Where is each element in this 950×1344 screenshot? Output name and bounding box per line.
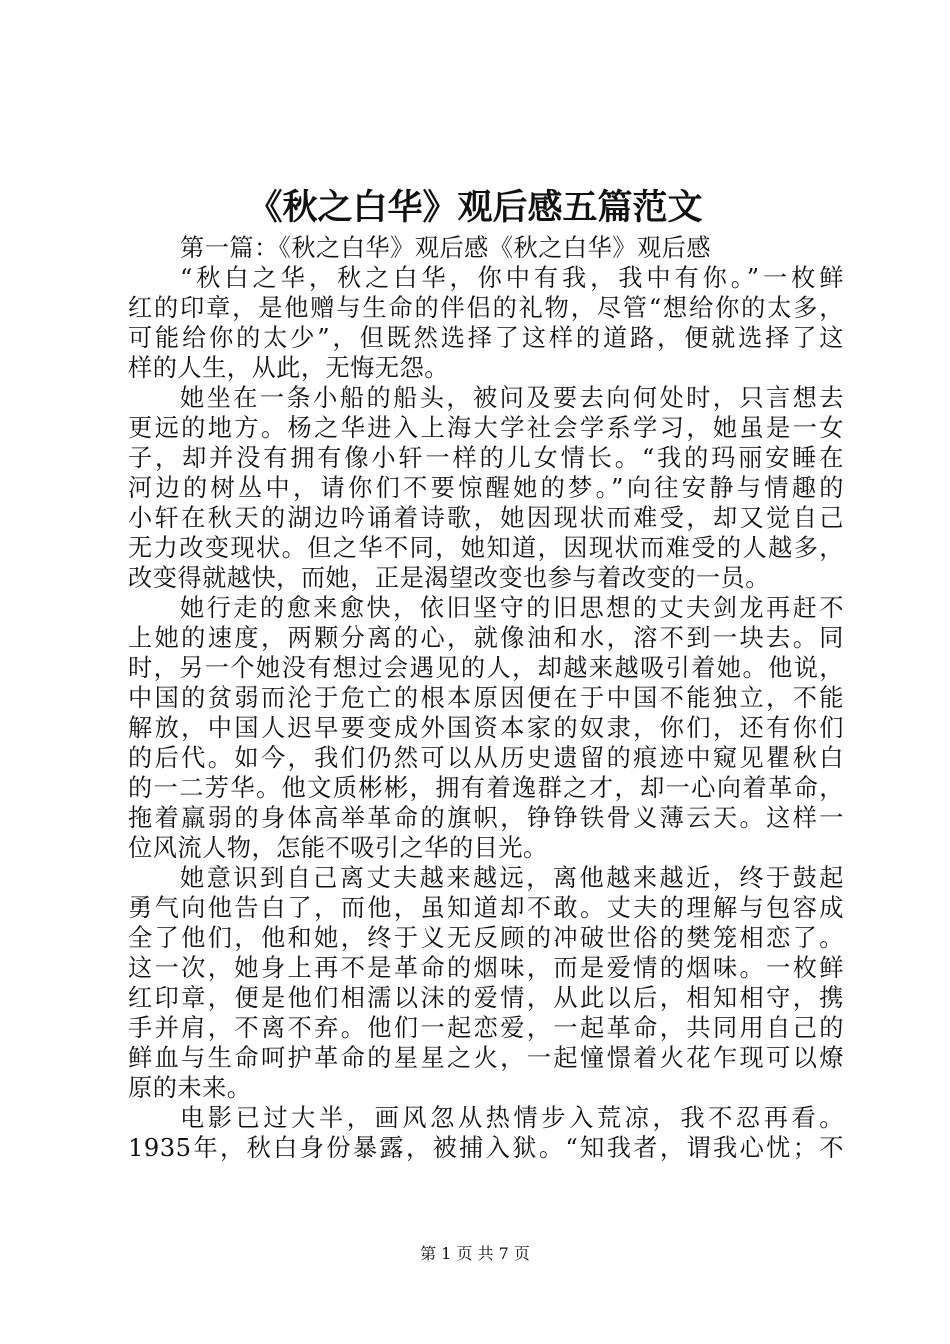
- text-line: 河边的树丛中，请你们不要惊醒她的梦。”向往安静与情趣的: [128, 474, 844, 502]
- text-line: 红印章，便是他们相濡以沫的爱情，从此以后，相知相守，携: [128, 984, 844, 1012]
- text-line: 样的人生，从此，无悔无怨。: [128, 354, 449, 382]
- section-heading: 第一篇：《秋之白华》观后感《秋之白华》观后感: [180, 234, 712, 262]
- text-line: 这一次，她身上再不是革命的烟味，而是爱情的烟味。一枚鲜: [128, 954, 844, 982]
- text-line: 拖着羸弱的身体高举革命的旗帜，铮铮铁骨义薄云天。这样一: [128, 804, 844, 832]
- text-line: 电影已过大半，画风忽从热情步入荒凉，我不忍再看。: [180, 1104, 844, 1132]
- text-line: 她行走的愈来愈快，依旧坚守的旧思想的丈夫剑龙再赶不: [180, 594, 844, 622]
- text-line: 的后代。如今，我们仍然可以从历史遗留的痕迹中窥见瞿秋白: [128, 744, 844, 772]
- text-line: 手并肩，不离不弃。他们一起恋爱，一起革命，共同用自己的: [128, 1014, 844, 1042]
- document-title: 《秋之白华》观后感五篇范文: [247, 187, 703, 228]
- text-line: 改变得就越快，而她，正是渴望改变也参与着改变的一员。: [128, 564, 770, 592]
- text-line: 的一二芳华。他文质彬彬，拥有着逸群之才，却一心向着革命，: [128, 774, 844, 802]
- text-line: 可能给你的太少”，但既然选择了这样的道路，便就选择了这: [128, 324, 844, 352]
- text-line: 鲜血与生命呵护革命的星星之火，一起憧憬着火花乍现可以燎: [128, 1044, 844, 1072]
- text-line: 勇气向他告白了，而他，虽知道却不敢。丈夫的理解与包容成: [128, 894, 844, 922]
- page-footer: 第 1 页 共 7 页: [420, 1244, 530, 1263]
- text-line: 1935年，秋白身份暴露，被捕入狱。“知我者，谓我心忧；不: [128, 1134, 844, 1162]
- text-line: 她意识到自己离丈夫越来越远，离他越来越近，终于鼓起: [180, 864, 844, 892]
- text-line: 上她的速度，两颗分离的心，就像油和水，溶不到一块去。同: [128, 624, 844, 652]
- text-line: 红的印章，是他赠与生命的伴侣的礼物，尽管“想给你的太多，: [128, 294, 844, 322]
- text-line: 小轩在秋天的湖边吟诵着诗歌，她因现状而难受，却又觉自己: [128, 504, 844, 532]
- text-line: 中国的贫弱而沦于危亡的根本原因便在于中国不能独立，不能: [128, 684, 844, 712]
- text-line: 原的未来。: [128, 1074, 252, 1102]
- text-line: “秋白之华，秋之白华，你中有我，我中有你。”一枚鲜: [180, 264, 844, 292]
- document-body: [128, 233, 844, 1163]
- text-line: 她坐在一条小船的船头，被问及要去向何处时，只言想去: [180, 384, 844, 412]
- text-line: 位风流人物，怎能不吸引之华的目光。: [128, 834, 548, 862]
- text-line: 更远的地方。杨之华进入上海大学社会学系学习，她虽是一女: [128, 414, 844, 442]
- text-line: 解放，中国人迟早要变成外国资本家的奴隶，你们，还有你们: [128, 714, 844, 742]
- text-line: 无力改变现状。但之华不同，她知道，因现状而难受的人越多，: [128, 534, 844, 562]
- text-line: 子，却并没有拥有像小轩一样的儿女情长。“我的玛丽安睡在: [128, 444, 844, 472]
- text-line: 时，另一个她没有想过会遇见的人，却越来越吸引着她。他说，: [128, 654, 844, 682]
- text-line: 全了他们，他和她，终于义无反顾的冲破世俗的樊笼相恋了。: [128, 924, 844, 952]
